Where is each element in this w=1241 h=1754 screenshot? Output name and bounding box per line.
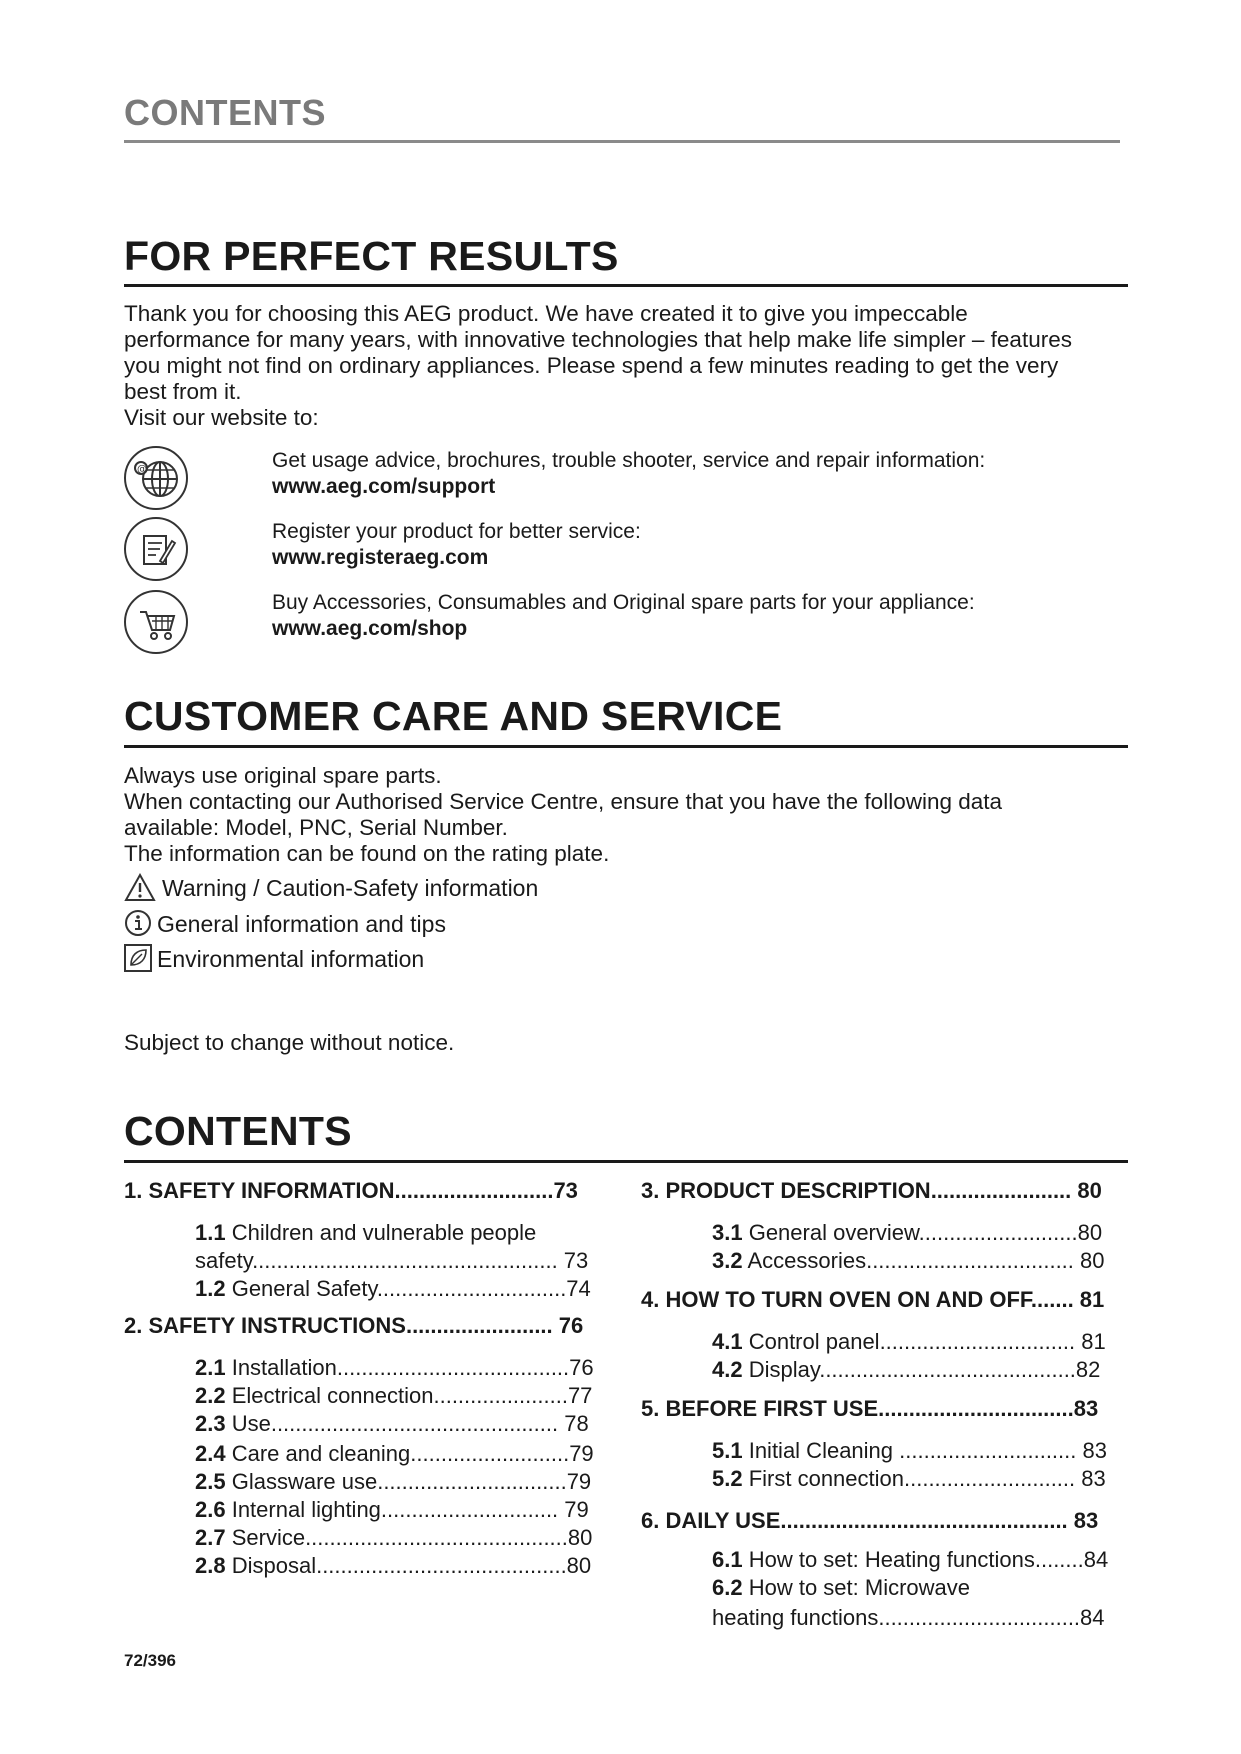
intro-line: best from it.	[124, 379, 242, 404]
toc-entry[interactable]: 5.2 First connection............................ 83	[712, 1466, 1106, 1491]
register-link-row	[124, 517, 1124, 587]
toc-entry[interactable]: 2.6 Internal lighting............................. 79	[195, 1497, 589, 1522]
toc-entry[interactable]: 1.1 Children and vulnerable people	[195, 1220, 537, 1245]
globe-icon	[124, 446, 188, 510]
register-link[interactable]: www.registeraeg.com	[272, 546, 489, 569]
intro-line: Thank you for choosing this AEG product. We have created it to give you impeccable	[124, 301, 968, 326]
header-rule	[124, 140, 1120, 143]
contents-heading: CONTENTS	[124, 1108, 352, 1154]
toc-section[interactable]: 1. SAFETY INFORMATION..........................73	[124, 1178, 578, 1203]
legend-info-label: General information and tips	[157, 911, 446, 937]
toc-entry[interactable]: 2.7 Service...........................................80	[195, 1525, 593, 1550]
svg-text:@: @	[137, 464, 147, 475]
shop-link-description: Buy Accessories, Consumables and Original spare parts for your appliance:	[272, 591, 975, 614]
toc-entry[interactable]: 2.2 Electrical connection......................77	[195, 1383, 593, 1408]
perfect-results-heading: FOR PERFECT RESULTS	[124, 233, 619, 279]
customer-care-rule	[124, 745, 1128, 748]
toc-entry[interactable]: 4.1 Control panel................................ 81	[712, 1329, 1106, 1354]
running-header-title: CONTENTS	[124, 92, 326, 133]
shop-link-row	[124, 590, 1124, 660]
toc-section[interactable]: 4. HOW TO TURN OVEN ON AND OFF....... 81	[641, 1287, 1105, 1312]
intro-line: Visit our website to:	[124, 405, 319, 430]
customer-care-heading: CUSTOMER CARE AND SERVICE	[124, 693, 783, 739]
toc-entry[interactable]: 2.1 Installation......................................76	[195, 1355, 594, 1380]
toc-section[interactable]: 5. BEFORE FIRST USE................................83	[641, 1396, 1099, 1421]
support-link-description: Get usage advice, brochures, trouble shooter, service and repair information:	[272, 449, 986, 472]
toc-entry[interactable]: 4.2 Display..........................................82	[712, 1357, 1101, 1382]
legend-warning-label: Warning / Caution-Safety information	[162, 875, 539, 901]
contents-rule	[124, 1160, 1128, 1163]
notice-text: Subject to change without notice.	[124, 1030, 455, 1055]
toc-section[interactable]: 6. DAILY USE............................................... 83	[641, 1508, 1099, 1533]
support-link-row	[124, 446, 1124, 516]
toc-section[interactable]: 3. PRODUCT DESCRIPTION....................... 80	[641, 1178, 1102, 1203]
care-line: The information can be found on the rating plate.	[124, 841, 610, 866]
toc-entry[interactable]: 1.2 General Safety...............................74	[195, 1276, 591, 1301]
perfect-results-intro	[124, 301, 1134, 431]
page-number: 72/396	[124, 1651, 176, 1670]
customer-care-body	[124, 763, 1134, 867]
support-link[interactable]: www.aeg.com/support	[272, 475, 496, 498]
toc-entry[interactable]: 6.1 How to set: Heating functions........84	[712, 1547, 1109, 1572]
warning-icon	[124, 873, 156, 903]
toc-entry[interactable]: heating functions.................................84	[712, 1605, 1105, 1630]
register-link-description: Register your product for better service:	[272, 520, 641, 543]
toc-entry[interactable]: 2.3 Use............................................... 78	[195, 1411, 589, 1436]
intro-line: performance for many years, with innovative technologies that help make life simpler – features	[124, 327, 1072, 352]
toc-entry[interactable]: safety.................................................. 73	[195, 1248, 589, 1273]
toc-entry[interactable]: 2.5 Glassware use...............................79	[195, 1469, 592, 1494]
toc-entry[interactable]: 3.2 Accessories.................................. 80	[712, 1248, 1105, 1273]
toc-entry[interactable]: 2.4 Care and cleaning..........................79	[195, 1441, 594, 1466]
perfect-results-rule	[124, 284, 1128, 287]
care-line: available: Model, PNC, Serial Number.	[124, 815, 508, 840]
intro-line: you might not find on ordinary appliances. Please spend a few minutes reading to get the very	[124, 353, 1059, 378]
care-line: Always use original spare parts.	[124, 763, 442, 788]
info-icon	[124, 909, 154, 939]
leaf-icon	[124, 944, 154, 974]
toc-entry[interactable]: 6.2 How to set: Microwave	[712, 1575, 970, 1600]
legend-environment-label: Environmental information	[157, 946, 425, 972]
toc-section[interactable]: 2. SAFETY INSTRUCTIONS........................ 76	[124, 1313, 584, 1338]
toc-entry[interactable]: 2.8 Disposal.........................................80	[195, 1553, 592, 1578]
toc-entry[interactable]: 3.1 General overview..........................80	[712, 1220, 1103, 1245]
cart-icon	[124, 590, 188, 654]
care-line: When contacting our Authorised Service Centre, ensure that you have the following data	[124, 789, 1003, 814]
shop-link[interactable]: www.aeg.com/shop	[272, 617, 468, 640]
toc-entry[interactable]: 5.1 Initial Cleaning ............................. 83	[712, 1438, 1107, 1463]
register-icon	[124, 517, 188, 581]
